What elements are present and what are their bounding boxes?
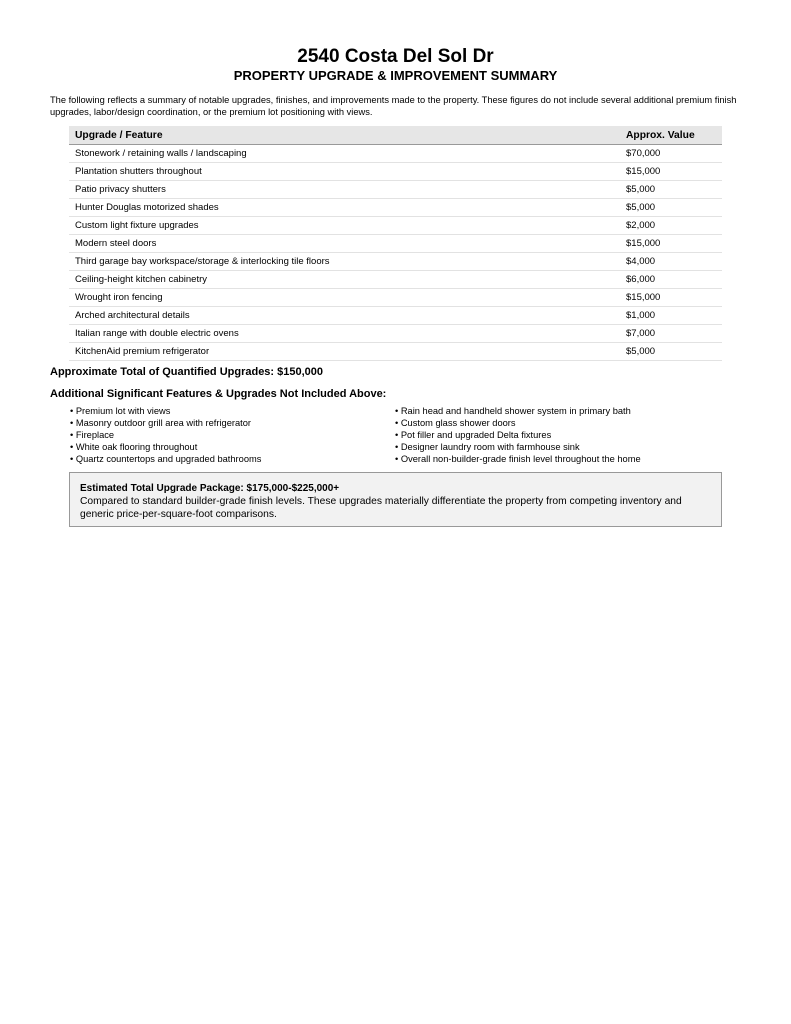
feature-cell: Third garage bay workspace/storage & interlocking tile floors bbox=[69, 253, 620, 271]
feature-cell: Custom light fixture upgrades bbox=[69, 217, 620, 235]
feature-cell: Modern steel doors bbox=[69, 235, 620, 253]
value-cell: $1,000 bbox=[620, 307, 722, 325]
value-cell: $2,000 bbox=[620, 217, 722, 235]
table-row bbox=[69, 307, 722, 325]
list-item: • Rain head and handheld shower system in primary bath bbox=[395, 406, 631, 416]
table-row bbox=[69, 145, 722, 163]
feature-cell: Arched architectural details bbox=[69, 307, 620, 325]
list-item: • Quartz countertops and upgraded bathrooms bbox=[70, 454, 262, 464]
page-subtitle: PROPERTY UPGRADE & IMPROVEMENT SUMMARY bbox=[233, 68, 558, 83]
additional-features-heading: Additional Significant Features & Upgrades Not Included Above: bbox=[50, 388, 387, 400]
feature-cell: Stonework / retaining walls / landscaping bbox=[69, 145, 620, 163]
table-row bbox=[69, 253, 722, 271]
feature-cell: Patio privacy shutters bbox=[69, 181, 620, 199]
table-row bbox=[69, 199, 722, 217]
value-cell: $4,000 bbox=[620, 253, 722, 271]
value-cell: $5,000 bbox=[620, 199, 722, 217]
value-cell: $7,000 bbox=[620, 325, 722, 343]
feature-cell: KitchenAid premium refrigerator bbox=[69, 343, 620, 361]
list-item: • Pot filler and upgraded Delta fixtures bbox=[395, 430, 552, 440]
table-row bbox=[69, 181, 722, 199]
value-column-header: Approx. Value bbox=[620, 126, 722, 145]
feature-cell: Ceiling-height kitchen cabinetry bbox=[69, 271, 620, 289]
quantified-total: Approximate Total of Quantified Upgrades: $150,000 bbox=[50, 366, 324, 378]
feature-cell: Plantation shutters throughout bbox=[69, 163, 620, 181]
features-list-right bbox=[395, 405, 641, 465]
value-cell: $70,000 bbox=[620, 145, 722, 163]
table-row bbox=[69, 235, 722, 253]
feature-column-header: Upgrade / Feature bbox=[69, 126, 620, 145]
estimate-title: Estimated Total Upgrade Package: $175,000-$225,000+ bbox=[80, 483, 340, 494]
list-item: • Premium lot with views bbox=[70, 406, 171, 416]
list-item: • Fireplace bbox=[70, 430, 115, 440]
value-cell: $5,000 bbox=[620, 181, 722, 199]
table-row bbox=[69, 289, 722, 307]
table-row bbox=[69, 217, 722, 235]
intro-paragraph: The following reflects a summary of notable upgrades, finishes, and improvements made to the property. These figures do not include several additional premium finish upgrades, labor/design coordination, or the premium lot positioning with views. bbox=[50, 95, 737, 117]
list-item: • Masonry outdoor grill area with refrigerator bbox=[70, 418, 252, 428]
table-row bbox=[69, 163, 722, 181]
table-header-row bbox=[69, 126, 722, 145]
upgrades-table bbox=[69, 126, 722, 361]
list-item: • Custom glass shower doors bbox=[395, 418, 516, 428]
table-row bbox=[69, 325, 722, 343]
estimate-callout-box bbox=[69, 472, 722, 527]
list-item: • Overall non-builder-grade finish level throughout the home bbox=[395, 454, 641, 464]
page-title: 2540 Costa Del Sol Dr bbox=[297, 46, 494, 67]
feature-cell: Hunter Douglas motorized shades bbox=[69, 199, 620, 217]
estimate-description: Compared to standard builder-grade finish levels. These upgrades materially differentiate the property from competing inventory and generic price-per-square-foot comparisons. bbox=[80, 496, 682, 520]
list-item: • White oak flooring throughout bbox=[70, 442, 198, 452]
value-cell: $15,000 bbox=[620, 235, 722, 253]
list-item: • Designer laundry room with farmhouse sink bbox=[395, 442, 580, 452]
value-cell: $15,000 bbox=[620, 163, 722, 181]
feature-cell: Wrought iron fencing bbox=[69, 289, 620, 307]
feature-cell: Italian range with double electric ovens bbox=[69, 325, 620, 343]
value-cell: $6,000 bbox=[620, 271, 722, 289]
table-row bbox=[69, 271, 722, 289]
value-cell: $15,000 bbox=[620, 289, 722, 307]
features-list-left bbox=[70, 405, 261, 465]
table-row bbox=[69, 343, 722, 361]
value-cell: $5,000 bbox=[620, 343, 722, 361]
